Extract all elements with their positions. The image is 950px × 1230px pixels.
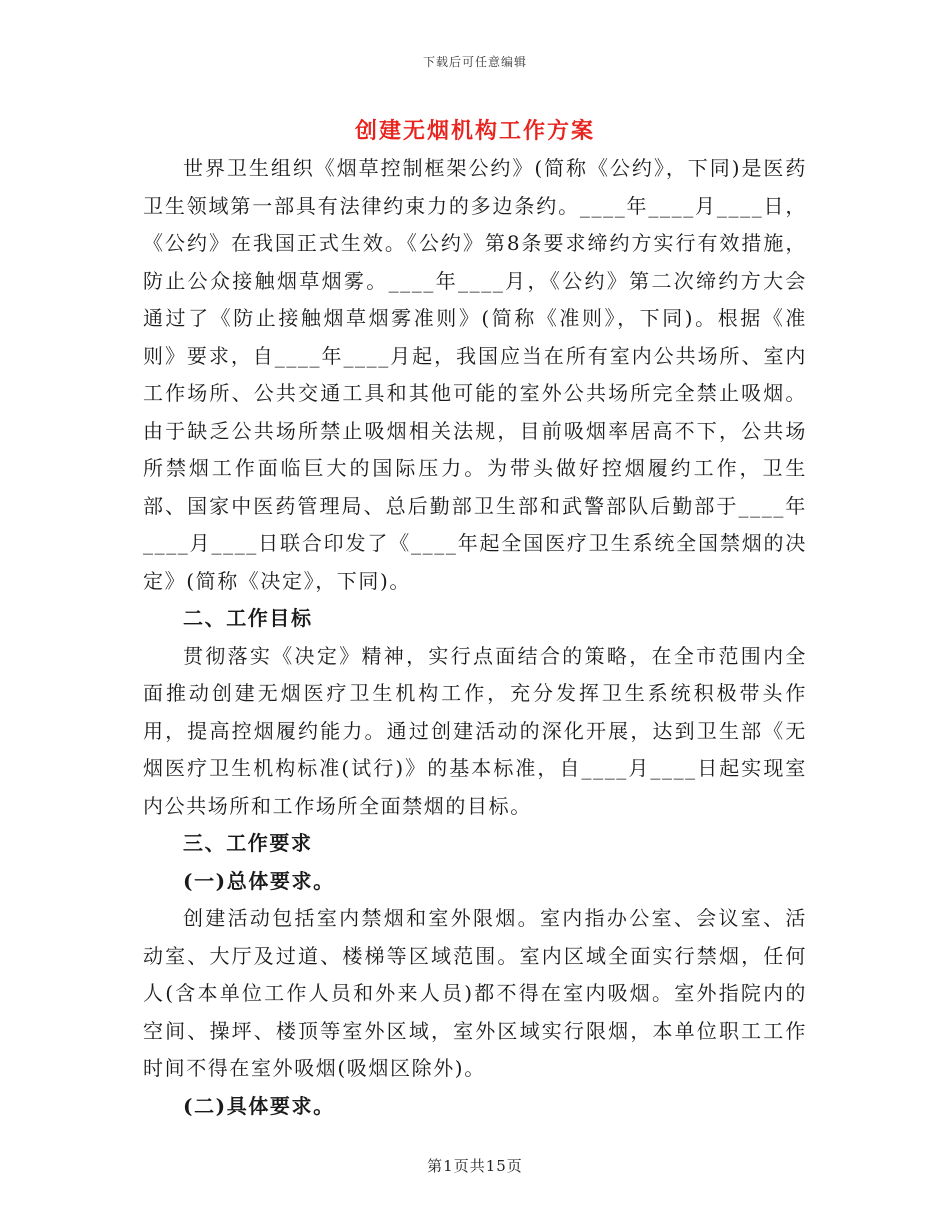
page-footer: 第1页共15页: [427, 1157, 523, 1175]
header-note: 下载后可任意编辑: [422, 55, 527, 69]
document-title: 创建无烟机构工作方案: [354, 118, 595, 144]
subheading-specific: (二)具体要求。: [183, 1093, 335, 1118]
section-heading-goal: 二、工作目标: [183, 606, 313, 630]
goal-paragraph: 贯彻落实《决定》精神，实行点面结合的策略，在全市范围内全面推动创建无烟医疗卫生机构工作，充分发挥卫生系统积极带头作用，提高控烟履约能力。通过创建活动的深化开展，达到卫生部《无烟医疗卫生机构标准(试行)》的基本标准，自____月____日起实现室内公共场所和工作场所全面禁烟的目标。: [143, 643, 807, 818]
overall-paragraph: 创建活动包括室内禁烟和室外限烟。室内指办公室、会议室、活动室、大厅及过道、楼梯等区域范围。室内区域全面实行禁烟，任何人(含本单位工作人员和外来人员)都不得在室内吸烟。室外指院内的空间、操坪、楼顶等室外区域，室外区域实行限烟，本单位职工工作时间不得在室外吸烟(吸烟区除外)。: [143, 906, 807, 1080]
section-heading-requirements: 三、工作要求: [183, 831, 313, 855]
document-body: [143, 150, 807, 1125]
intro-paragraph: 世界卫生组织《烟草控制框架公约》(简称《公约》，下同)是医药卫生领域第一部具有法律约束力的多边条约。____年____月____日，《公约》在我国正式生效。《公约》第8条要求缔约方实行有效措施，防止公众接触烟草烟雾。____年____月，《公约》第二次缔约方大会通过了《防止接触烟草烟雾准则》(简称《准则》，下同)。根据《准则》要求，自____年____月起，我国应当在所有室内公共场所、室内工作场所、公共交通工具和其他可能的室外公共场所完全禁止吸烟。由于缺乏公共场所禁止吸烟相关法规，目前吸烟率居高不下，公共场所禁烟工作面临巨大的国际压力。为带头做好控烟履约工作，卫生部、国家中医药管理局、总后勤部卫生部和武警部队后勤部于____年____月____日联合印发了《____年起全国医疗卫生系统全国禁烟的决定》(简称《决定》，下同)。: [143, 156, 807, 593]
subheading-overall: (一)总体要求。: [183, 868, 335, 893]
